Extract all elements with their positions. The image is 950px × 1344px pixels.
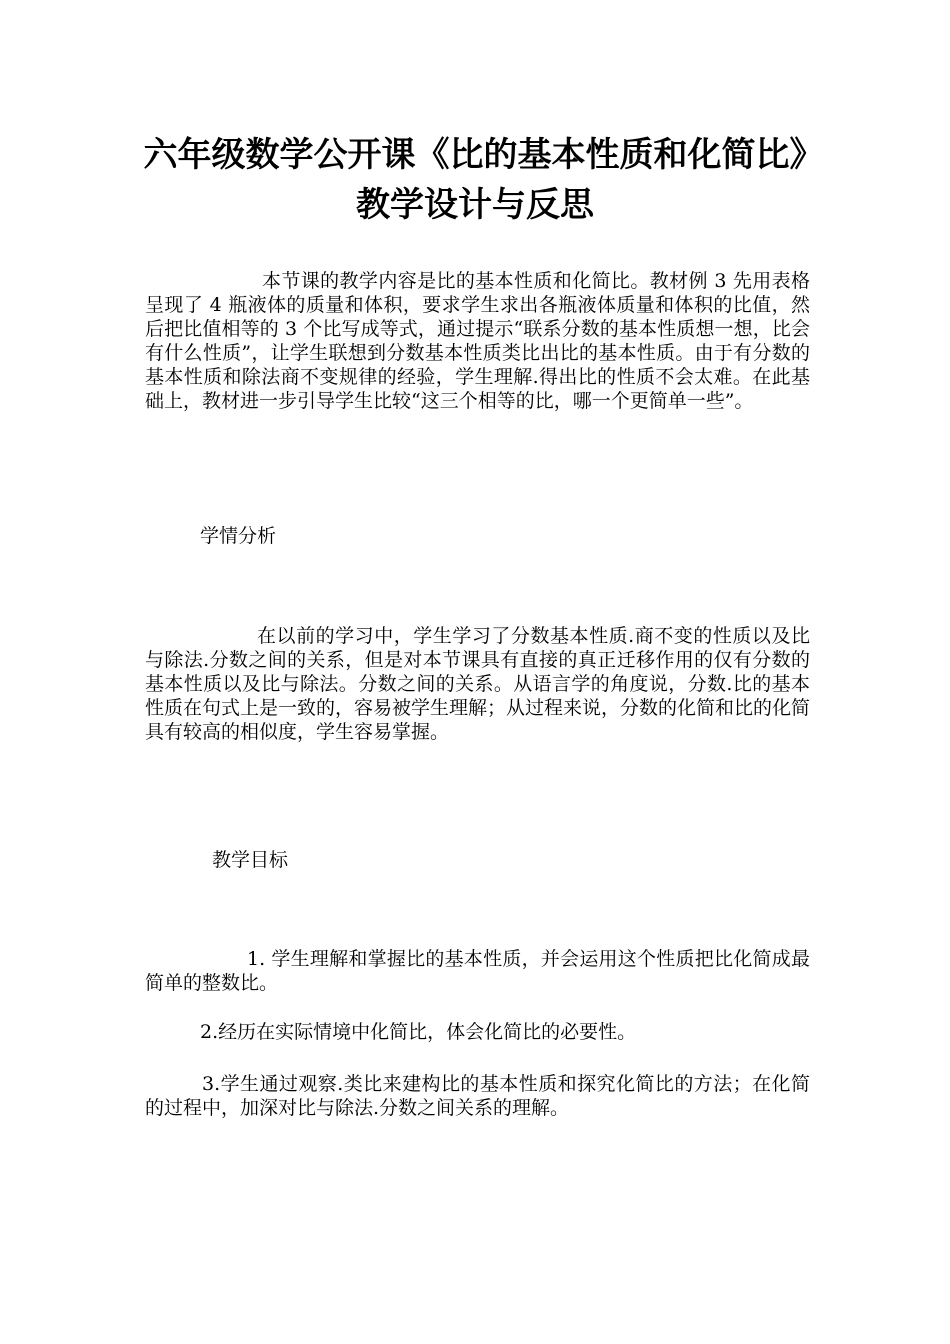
section-heading-analysis: 学情分析 (200, 525, 277, 547)
section-heading-goals: 教学目标 (212, 849, 289, 871)
goal-item-2: 2.经历在实际情境中化简比，体会化简比的必要性。 (200, 1021, 637, 1043)
goal-item-3: 3.学生通过观察.类比来建构比的基本性质和探究化简比的方法；在化简的过程中，加深对比与除法.分数之间关系的理解。 (145, 1073, 810, 1119)
intro-paragraph: 本节课的教学内容是比的基本性质和化简比。教材例 3 先用表格呈现了 4 瓶液体的质量和体积，要求学生求出各瓶液体质量和体积的比值，然后把比值相等的 3 个比写成等式，通过提示“联系分数的基本性质想一想，比会有什么性质”，让学生联想到分数基本性质类比出比的基本性质。由于有分数的基本性质和除法商不变规律的经验，学生理解.得出比的性质不会太难。在此基础上，教材进一步引导学生比较“这三个相等的比，哪一个更简单一些”。 (145, 270, 810, 412)
analysis-paragraph: 在以前的学习中，学生学习了分数基本性质.商不变的性质以及比与除法.分数之间的关系，但是对本节课具有直接的真正迁移作用的仅有分数的基本性质以及比与除法。分数之间的关系。从语言学的角度说，分数.比的基本性质在句式上是一致的，容易被学生理解；从过程来说，分数的化简和比的化简具有较高的相似度，学生容易掌握。 (145, 625, 811, 743)
document-title: 六年级数学公开课《比的基本性质和化简比》教学设计与反思 (143, 135, 807, 225)
goal-item-1: 1. 学生理解和掌握比的基本性质，并会运用这个性质把比化简成最简单的整数比。 (145, 948, 810, 994)
